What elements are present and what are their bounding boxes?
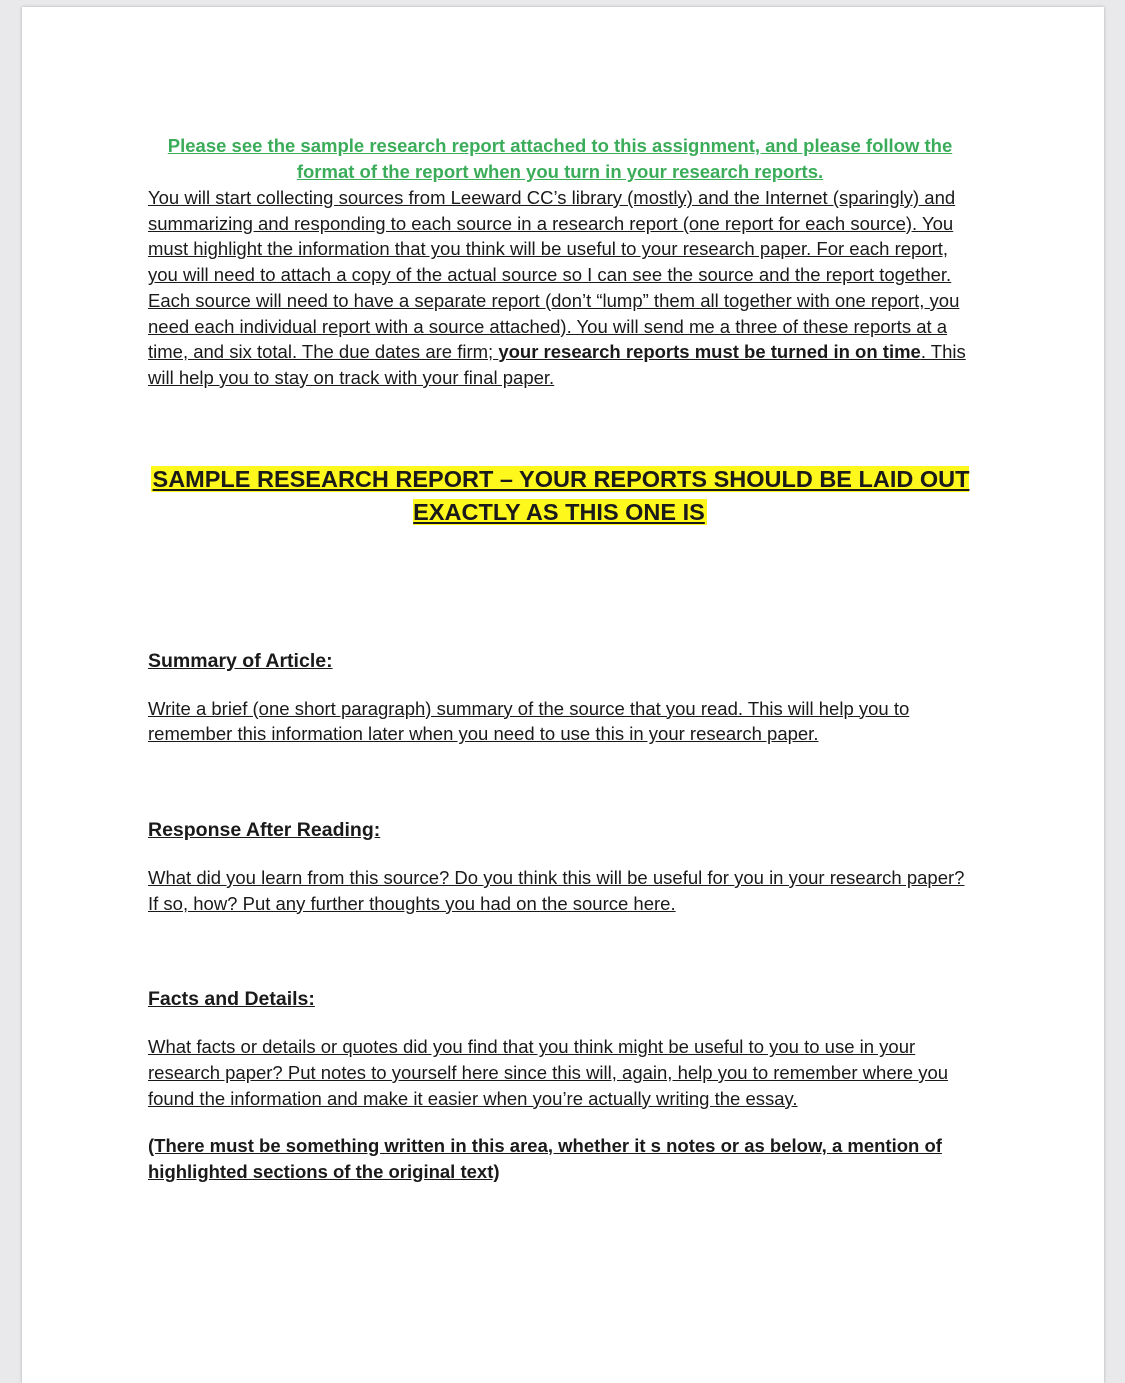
assignment-notice: Please see the sample research report attached to this assignment, and please follow the format of the report when you turn in your research reports. (167, 135, 953, 182)
response-section (148, 817, 972, 916)
summary-body: Write a brief (one short paragraph) summary of the source that you read. This will help you to remember this information later when you need to use this in your research paper. (148, 697, 910, 745)
facts-body: What facts or details or quotes did you find that you think might be useful to you to use in your research paper? Put notes to yourself here since this will, again, help you to remember where you found the information and make it easier when you’re actually writing the essay. (148, 1036, 949, 1109)
intro-end-text: . This will help you to stay on track with your final paper. (148, 341, 966, 388)
summary-section (148, 648, 972, 747)
facts-requirement-note: (There must be something written in this area, whether it s notes or as below, a mention of highlighted sections of the original text) (148, 1134, 942, 1182)
response-heading: Response After Reading: (148, 819, 381, 842)
facts-section (148, 986, 972, 1111)
intro-bold-text: your research reports must be turned in on time (498, 341, 921, 363)
document-content (148, 133, 972, 1185)
intro-paragraph (148, 185, 972, 391)
sample-report-title (148, 463, 972, 529)
document-page (22, 7, 1104, 1383)
facts-heading: Facts and Details: (148, 988, 315, 1011)
intro-main-text: You will start collecting sources from Leeward CC’s library (mostly) and the Internet (sparingly) and summarizing and responding to each source in a research report (one report for each source). You must highlight the information that you think will be useful to your research paper. For each report, you will need to attach a copy of the actual source so I can see the source and the report together. Each source will need to have a separate report (don’t “lump” them all together with one report, you need each individual report with a source attached). You will send me a three of these reports at a time, and six total. The due dates are firm; (148, 187, 960, 363)
sample-report-title-highlight: SAMPLE RESEARCH REPORT – YOUR REPORTS SHOULD BE LAID OUT EXACTLY AS THIS ONE IS (152, 465, 970, 525)
summary-heading: Summary of Article: (148, 649, 333, 672)
response-body: What did you learn from this source? Do you think this will be useful for you in your research paper? If so, how? Put any further thoughts you had on the source here. (148, 867, 965, 914)
